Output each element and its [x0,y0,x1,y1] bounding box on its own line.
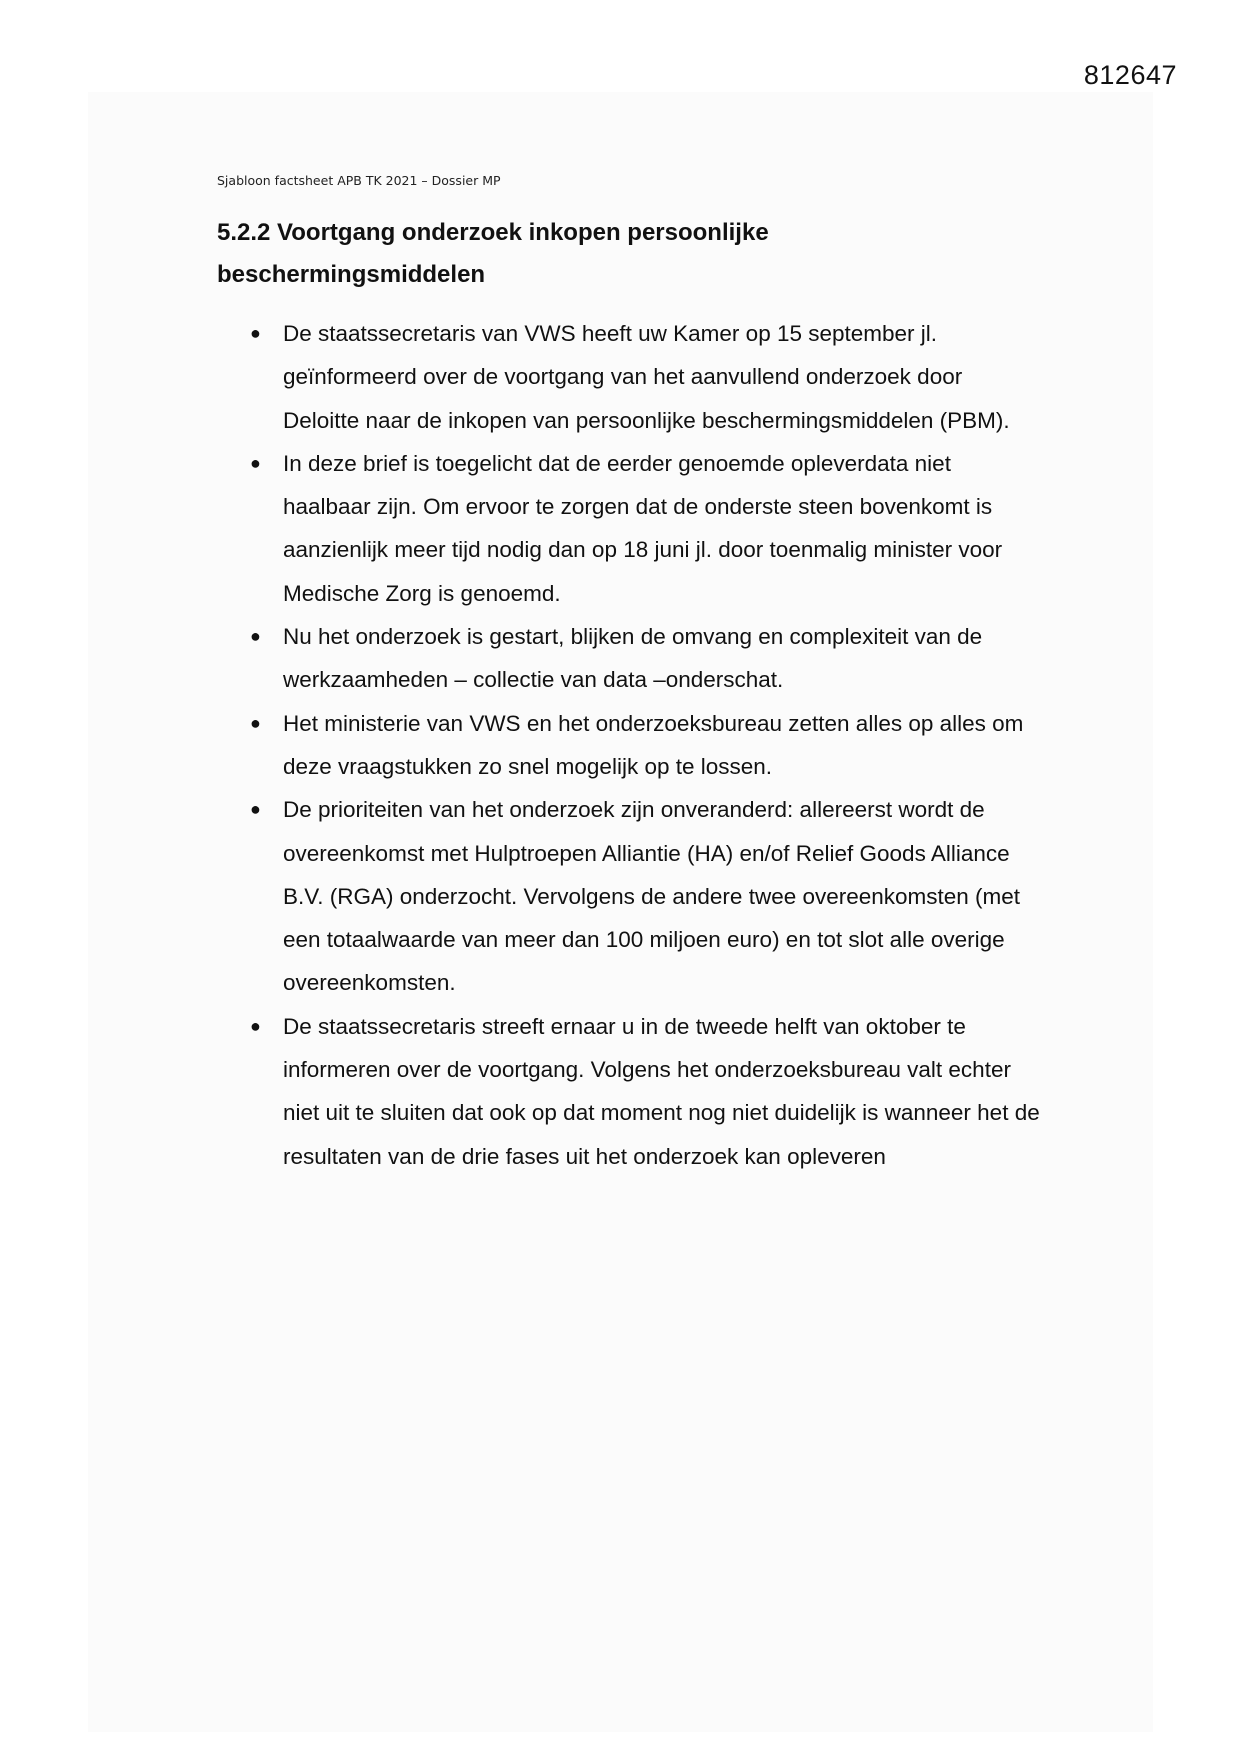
bullet-text: Nu het onderzoek is gestart, blijken de omvang en complexiteit van de werkzaamheden – collectie van data –onderschat. [283,624,983,693]
bullet-item [250,1005,1040,1178]
bullet-icon: ● [250,626,261,647]
bullet-item [250,788,1040,1004]
bullet-list [250,312,1040,1178]
bullet-icon: ● [250,452,261,473]
bullet-text: De staatssecretaris van VWS heeft uw Kamer op 15 september jl. geïnformeerd over de voortgang van het aanvullend onderzoek door Deloitte naar de inkopen van persoonlijke beschermingsmiddelen (PBM). [283,321,1010,433]
bullet-text: In deze brief is toegelicht dat de eerder genoemde opleverdata niet haalbaar zijn. Om ervoor te zorgen dat de onderste steen bovenkomt is aanzienlijk meer tijd nodig dan op 18 juni jl. door toenmalig minister voor Medische Zorg is genoemd. [283,450,1003,606]
bullet-icon: ● [250,712,261,733]
bullet-icon: ● [250,323,261,343]
bullet-icon: ● [250,1015,261,1036]
bullet-item [250,442,1040,615]
document-header: Sjabloon factsheet APB TK 2021 – Dossier MP [217,173,501,188]
document-number: 812647 [1083,60,1177,90]
bullet-icon: ● [250,799,261,820]
bullet-item [250,312,1040,442]
bullet-item [250,615,1040,702]
bullet-text: De staatssecretaris streeft ernaar u in de tweede helft van oktober te informeren over de voortgang. Volgens het onderzoeksbureau valt echter niet uit te sluiten dat ook op dat moment nog niet duidelijk is wanneer het de resultaten van de drie fases uit het onderzoek kan opleveren [283,1013,1040,1169]
bullet-item [250,702,1040,789]
section-title: 5.2.2 Voortgang onderzoek inkopen persoonlijke beschermingsmiddelen [217,219,769,288]
bullet-text: De prioriteiten van het onderzoek zijn onveranderd: allereerst wordt de overeenkomst met Hulptroepen Alliantie (HA) en/of Relief Goods Alliance B.V. (RGA) onderzocht. Vervolgens de andere twee overeenkomsten (met een totaalwaarde van meer dan 100 miljoen euro) en tot slot alle overige overeenkomsten. [283,797,1021,996]
bullet-text: Het ministerie van VWS en het onderzoeksbureau zetten alles op alles om deze vraagstukken zo snel mogelijk op te lossen. [283,710,1024,779]
